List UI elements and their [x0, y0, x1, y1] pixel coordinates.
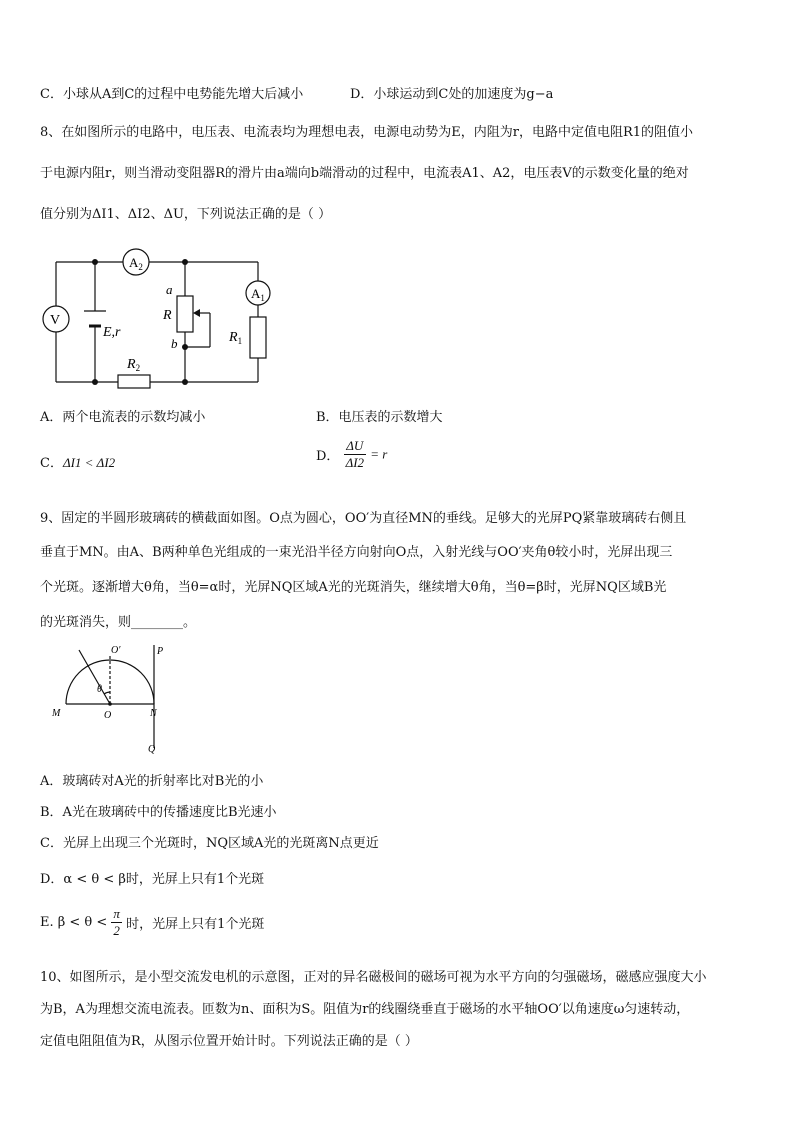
q9-stem-line1: 9、固定的半圆形玻璃砖的横截面如图。O点为圆心，OO′为直径MN的垂线。足够大的光屏PQ紧靠玻璃砖右侧且 [40, 511, 687, 526]
q9-stem-line2: 垂直于MN。由A、B两种单色光组成的一束光沿半径方向射向O点，入射光线与OO′夹角θ较小时，光屏出现三 [40, 545, 673, 560]
rheostat-label: R [163, 308, 172, 323]
q9-option-c: C．光屏上出现三个光斑时，NQ区域A光的光斑离N点更近 [40, 836, 379, 851]
q10-stem-line1: 10、如图所示，是小型交流发电机的示意图，正对的异名磁极间的磁场可视为水平方向的匀强磁场，磁感应强度大小 [40, 970, 707, 985]
resistor-r2-label: $R_2$ [127, 357, 141, 373]
q8-option-d: D． $\frac{\Delta U}{\Delta I2}$ = r [316, 438, 388, 470]
resistor-r1-label: $R_1$ [229, 330, 243, 346]
q10-stem-line2: 为B，A为理想交流电流表。匝数为n、面积为S。阻值为r的线圈绕垂直于磁场的水平轴OO′以角速度ω匀速转动， [40, 1002, 690, 1017]
q9-glass-diagram [46, 640, 176, 760]
q8-option-c-math: ΔI1 < ΔI2 [62, 455, 116, 470]
q8-stem-line2: 于电源内阻r，则当滑动变阻器R的滑片由a端向b端滑动的过程中，电流表A1、A2，电压表V的示数变化量的绝对 [40, 166, 689, 181]
q8-stem-line3: 值分别为ΔI1、ΔI2、ΔU，下列说法正确的是（ ） [40, 207, 332, 222]
label-n: N [150, 708, 157, 719]
q9-option-d: D．α < θ < β时，光屏上只有1个光斑 [40, 872, 265, 887]
voltmeter-label: V [50, 313, 61, 328]
label-theta: θ [97, 684, 102, 695]
label-m: M [52, 708, 61, 719]
rheostat-end-a-label: a [166, 282, 173, 297]
q7-option-d: D．小球运动到C处的加速度为g−a [350, 87, 554, 102]
label-p: P [157, 646, 164, 657]
q8-option-a: A．两个电流表的示数均减小 [40, 410, 206, 425]
ammeter-a1-label: $A_1$ [251, 286, 265, 303]
q9-option-e: E. β < θ < $\frac{\pi}{2}$ 时，光屏上只有1个光斑 [40, 906, 265, 938]
rheostat-end-b-label: b [171, 336, 178, 351]
source-label: E,r [103, 325, 121, 340]
q8-option-d-fraction: $\frac{\Delta U}{\Delta I2}$ [345, 438, 365, 470]
q9-option-a: A．玻璃砖对A光的折射率比对B光的小 [40, 774, 264, 789]
q7-option-c: C．小球从A到C的过程中电势能先增大后减小 [40, 87, 304, 102]
q9-stem-line3: 个光斑。逐渐增大θ角，当θ=α时，光屏NQ区域A光的光斑消失，继续增大θ角，当θ=β时，光屏NQ区域B光 [40, 580, 667, 595]
ammeter-a2-label: $A_2$ [129, 255, 143, 272]
label-q: Q [148, 744, 156, 755]
q8-stem-line1: 8、在如图所示的电路中，电压表、电流表均为理想电表，电源电动势为E，内阻为r，电路中定值电阻R1的阻值小 [40, 125, 694, 140]
q8-option-c: C．ΔI1 < ΔI2 [40, 455, 116, 471]
label-o: O [104, 710, 112, 721]
q8-circuit-diagram [36, 244, 276, 392]
q9-option-e-fraction: $\frac{\pi}{2}$ [113, 906, 120, 938]
q10-stem-line3: 定值电阻阻值为R，从图示位置开始计时。下列说法正确的是（ ） [40, 1034, 418, 1049]
q9-stem-line4: 的光斑消失，则________。 [40, 615, 197, 630]
q9-option-b: B．A光在玻璃砖中的传播速度比B光速小 [40, 805, 277, 820]
q8-option-b: B．电压表的示数增大 [316, 410, 443, 425]
label-o-prime: O′ [111, 645, 121, 656]
